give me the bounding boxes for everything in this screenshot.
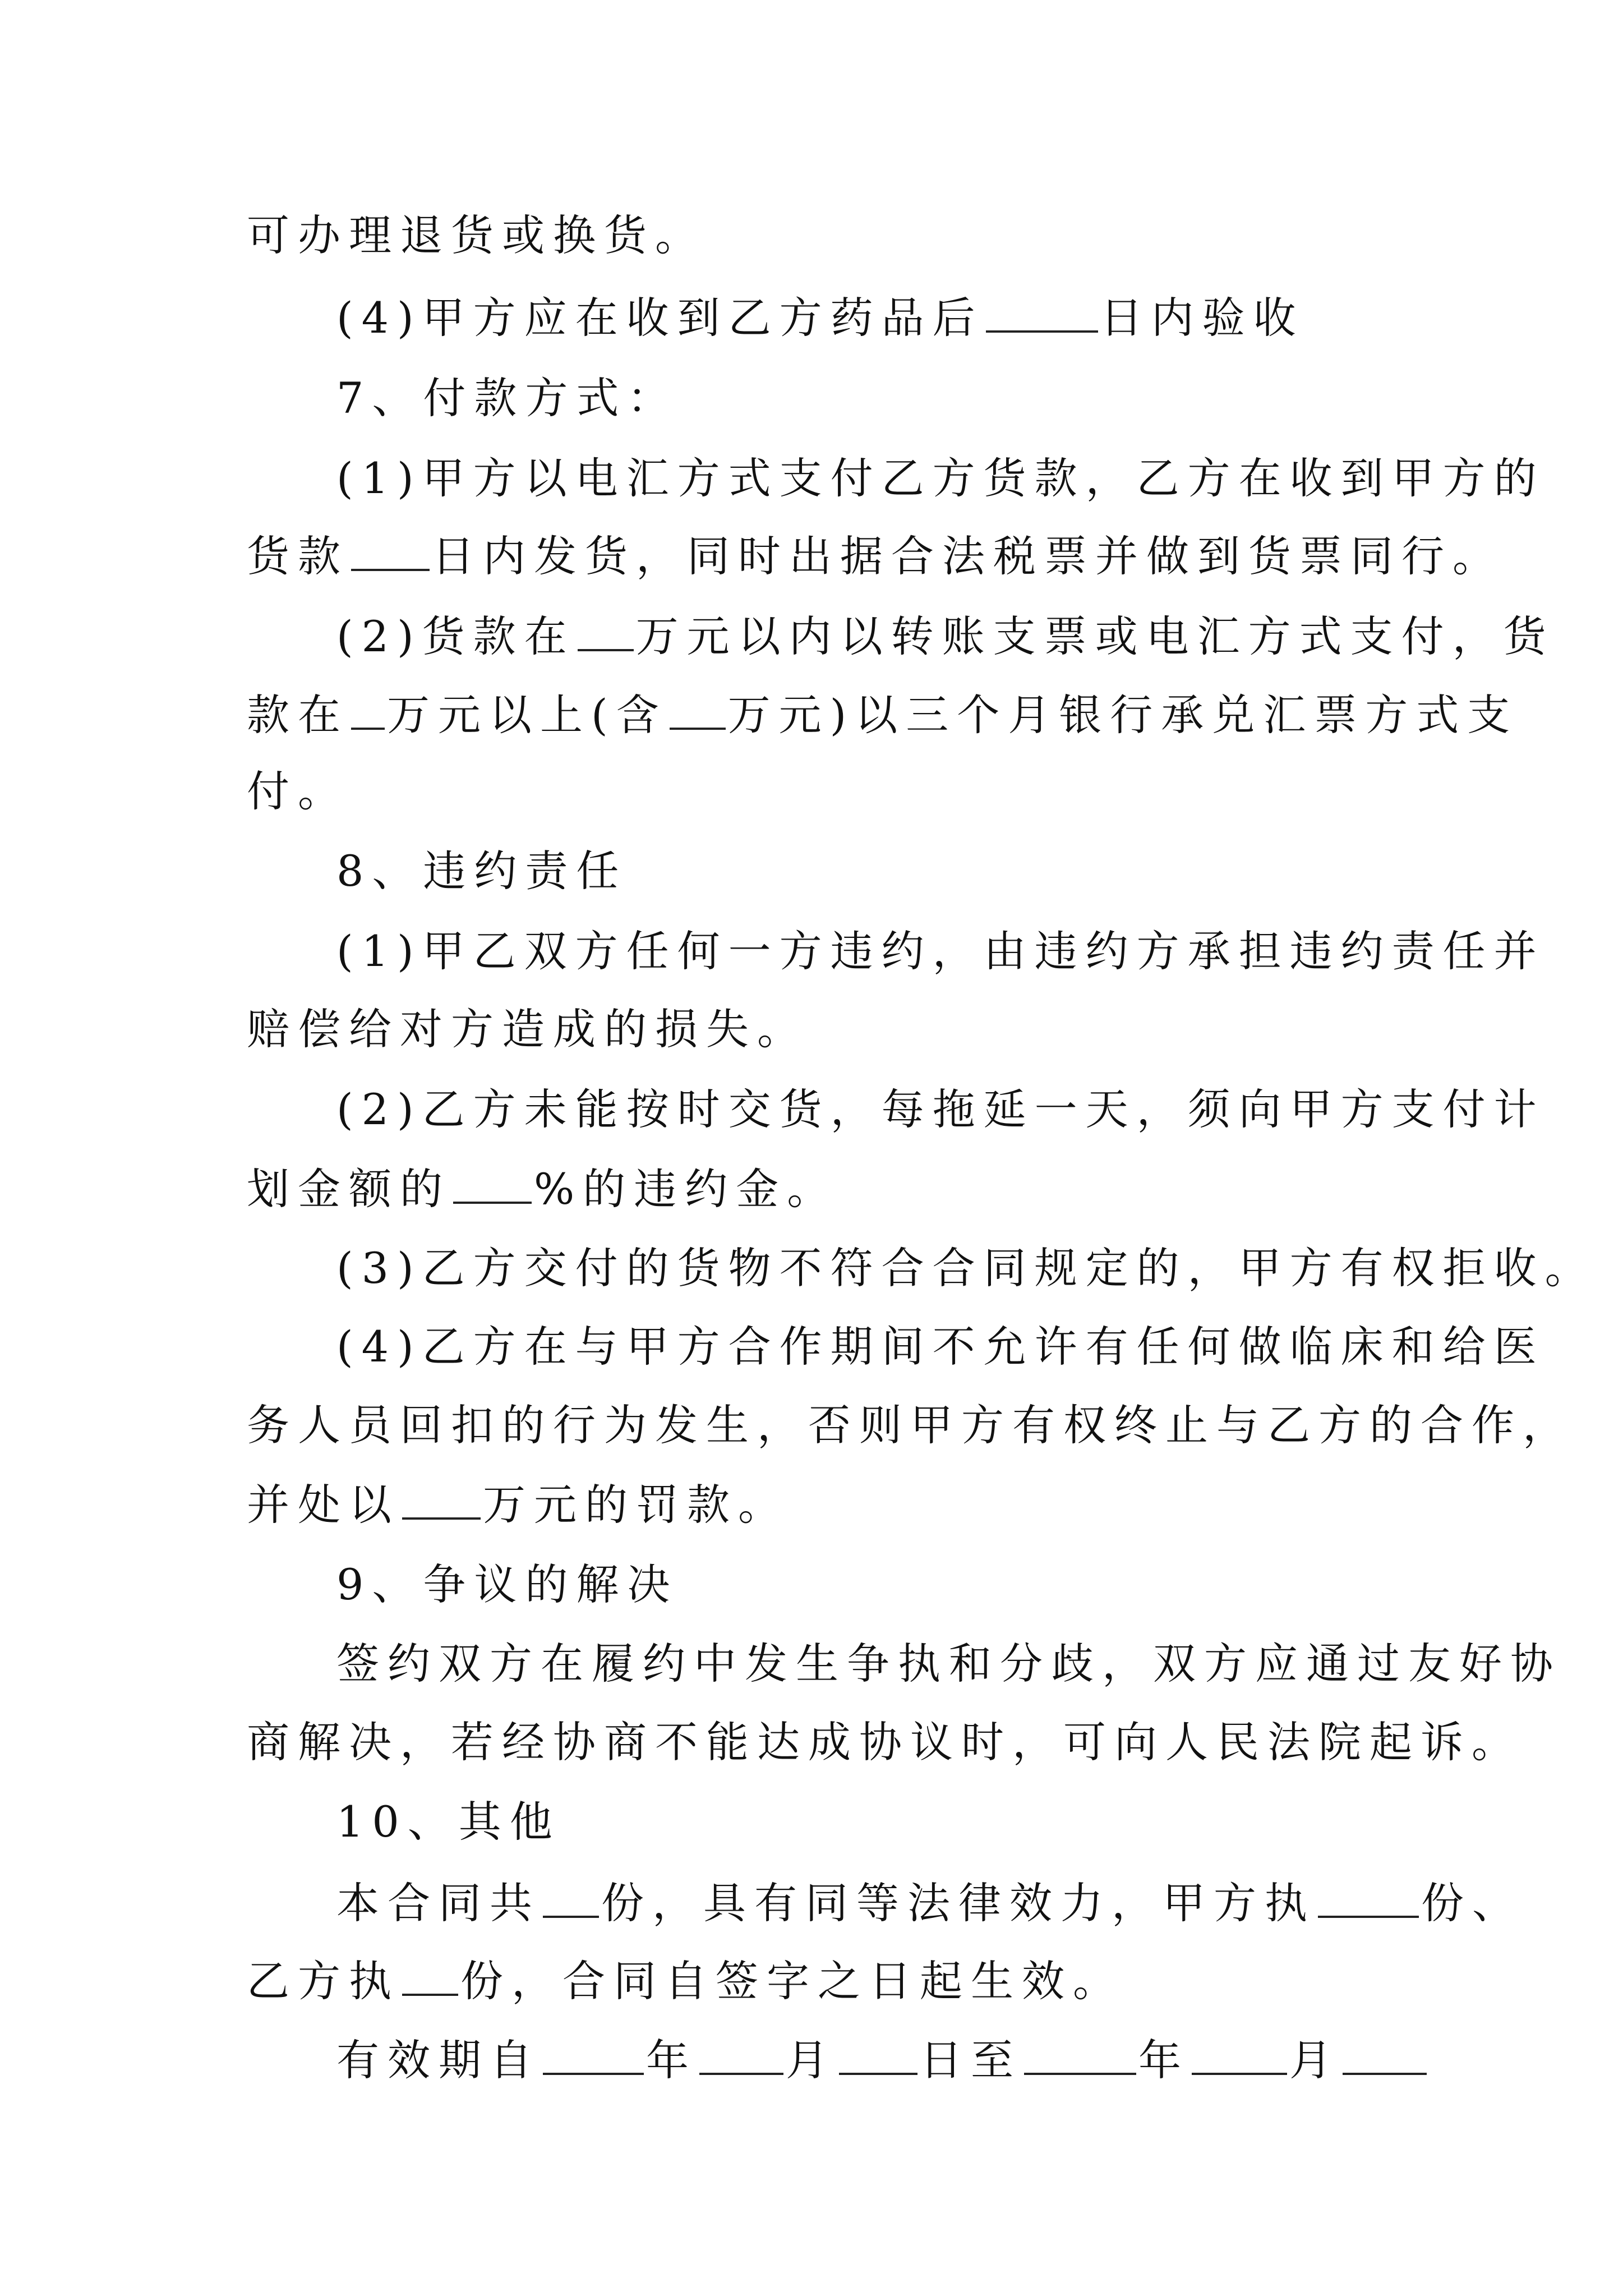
fill-in-blank [543, 1881, 599, 1918]
text-segment: (2)乙方未能按时交货，每拖延一天，须向甲方支付计 [336, 1084, 1545, 1134]
text-line-19 [336, 1639, 1561, 1688]
text-segment: 签约双方在履约中发生争执和分歧，双方应通过友好协 [336, 1639, 1561, 1688]
text-segment: 货款 [247, 531, 349, 581]
text-line-7 [247, 690, 1519, 740]
text-segment: 月 [1289, 2035, 1340, 2085]
text-segment: 有效期自 [336, 2035, 541, 2085]
text-line-13 [247, 1164, 838, 1214]
text-line-20 [247, 1717, 1523, 1767]
fill-in-blank [699, 2038, 783, 2075]
text-segment: 年 [1138, 2035, 1189, 2085]
section-heading-breach [336, 846, 628, 896]
text-line-16 [247, 1400, 1574, 1450]
fill-in-blank [453, 1167, 532, 1204]
text-segment: 日内验收 [1100, 293, 1304, 343]
text-segment: 份，合同自签字之日起生效。 [460, 1956, 1124, 2006]
text-segment: (4)甲方应在收到乙方药品后 [336, 293, 984, 343]
text-segment: 可办理退货或换货。 [247, 210, 706, 260]
fill-in-blank [986, 296, 1098, 333]
fill-in-blank [1343, 2038, 1427, 2075]
text-segment: 份，具有同等法律效力，甲方执 [601, 1878, 1316, 1928]
section-heading-payment [336, 373, 679, 423]
text-line-15 [336, 1322, 1545, 1372]
text-segment: 本合同共 [336, 1878, 541, 1928]
text-line-8 [247, 766, 349, 816]
text-segment: 10、其他 [336, 1797, 561, 1847]
text-line-12 [336, 1084, 1545, 1134]
section-heading-other [336, 1797, 561, 1847]
text-line-23 [247, 1956, 1124, 2006]
fill-in-blank [1024, 2038, 1136, 2075]
text-segment: 乙方执 [247, 1956, 400, 2006]
text-line-2 [336, 293, 1304, 343]
text-line-24 [336, 2035, 1429, 2085]
text-segment: (1)甲方以电汇方式支付乙方货款，乙方在收到甲方的 [336, 453, 1545, 503]
text-segment: (2)货款在 [336, 611, 575, 661]
fill-in-blank [402, 1959, 458, 1996]
text-segment: (4)乙方在与甲方合作期间不允许有任何做临床和给医 [336, 1322, 1545, 1372]
text-segment: 7、付款方式： [336, 373, 679, 423]
text-segment: 日内发货，同时出据合法税票并做到货票同行。 [432, 531, 1504, 581]
text-segment: 万元以内以转账支票或电汇方式支付，货 [635, 611, 1555, 661]
text-segment: 并处以 [247, 1480, 400, 1530]
fill-in-blank [670, 693, 726, 730]
text-segment: 商解决，若经协商不能达成协议时，可向人民法院起诉。 [247, 1717, 1523, 1767]
text-line-5 [247, 531, 1504, 581]
text-segment: 万元)以三个月银行承兑汇票方式支 [727, 690, 1519, 740]
text-line-17 [247, 1480, 789, 1530]
text-segment: 8、违约责任 [336, 846, 628, 896]
text-line-14 [336, 1243, 1596, 1293]
fill-in-blank [578, 614, 634, 651]
text-segment: 日至 [920, 2035, 1022, 2085]
text-line-1 [247, 210, 706, 260]
section-heading-dispute [336, 1559, 679, 1609]
fill-in-blank [839, 2038, 917, 2075]
text-line-4 [336, 453, 1545, 503]
text-segment: 款在 [247, 690, 349, 740]
text-segment: 赔偿给对方造成的损失。 [247, 1004, 808, 1054]
fill-in-blank [543, 2038, 644, 2075]
text-segment: 划金额的 [247, 1164, 451, 1214]
fill-in-blank [402, 1483, 481, 1520]
text-line-6 [336, 611, 1555, 661]
text-segment: 付。 [247, 766, 349, 816]
text-segment: 万元以上(含 [387, 690, 667, 740]
text-line-22 [336, 1878, 1523, 1928]
text-segment: 9、争议的解决 [336, 1559, 679, 1609]
text-segment: 务人员回扣的行为发生，否则甲方有权终止与乙方的合作， [247, 1400, 1574, 1450]
fill-in-blank [351, 534, 430, 571]
text-segment: %的违约金。 [534, 1164, 838, 1214]
fill-in-blank [351, 693, 385, 730]
text-segment: 月 [786, 2035, 837, 2085]
text-segment: 份、 [1421, 1878, 1523, 1928]
text-segment: 万元的罚款。 [483, 1480, 789, 1530]
text-segment: 年 [646, 2035, 697, 2085]
text-segment: (3)乙方交付的货物不符合合同规定的，甲方有权拒收。 [336, 1243, 1596, 1293]
fill-in-blank [1192, 2038, 1287, 2075]
text-line-10 [336, 926, 1545, 976]
text-line-11 [247, 1004, 808, 1054]
fill-in-blank [1318, 1881, 1419, 1918]
text-segment: (1)甲乙双方任何一方违约，由违约方承担违约责任并 [336, 926, 1545, 976]
